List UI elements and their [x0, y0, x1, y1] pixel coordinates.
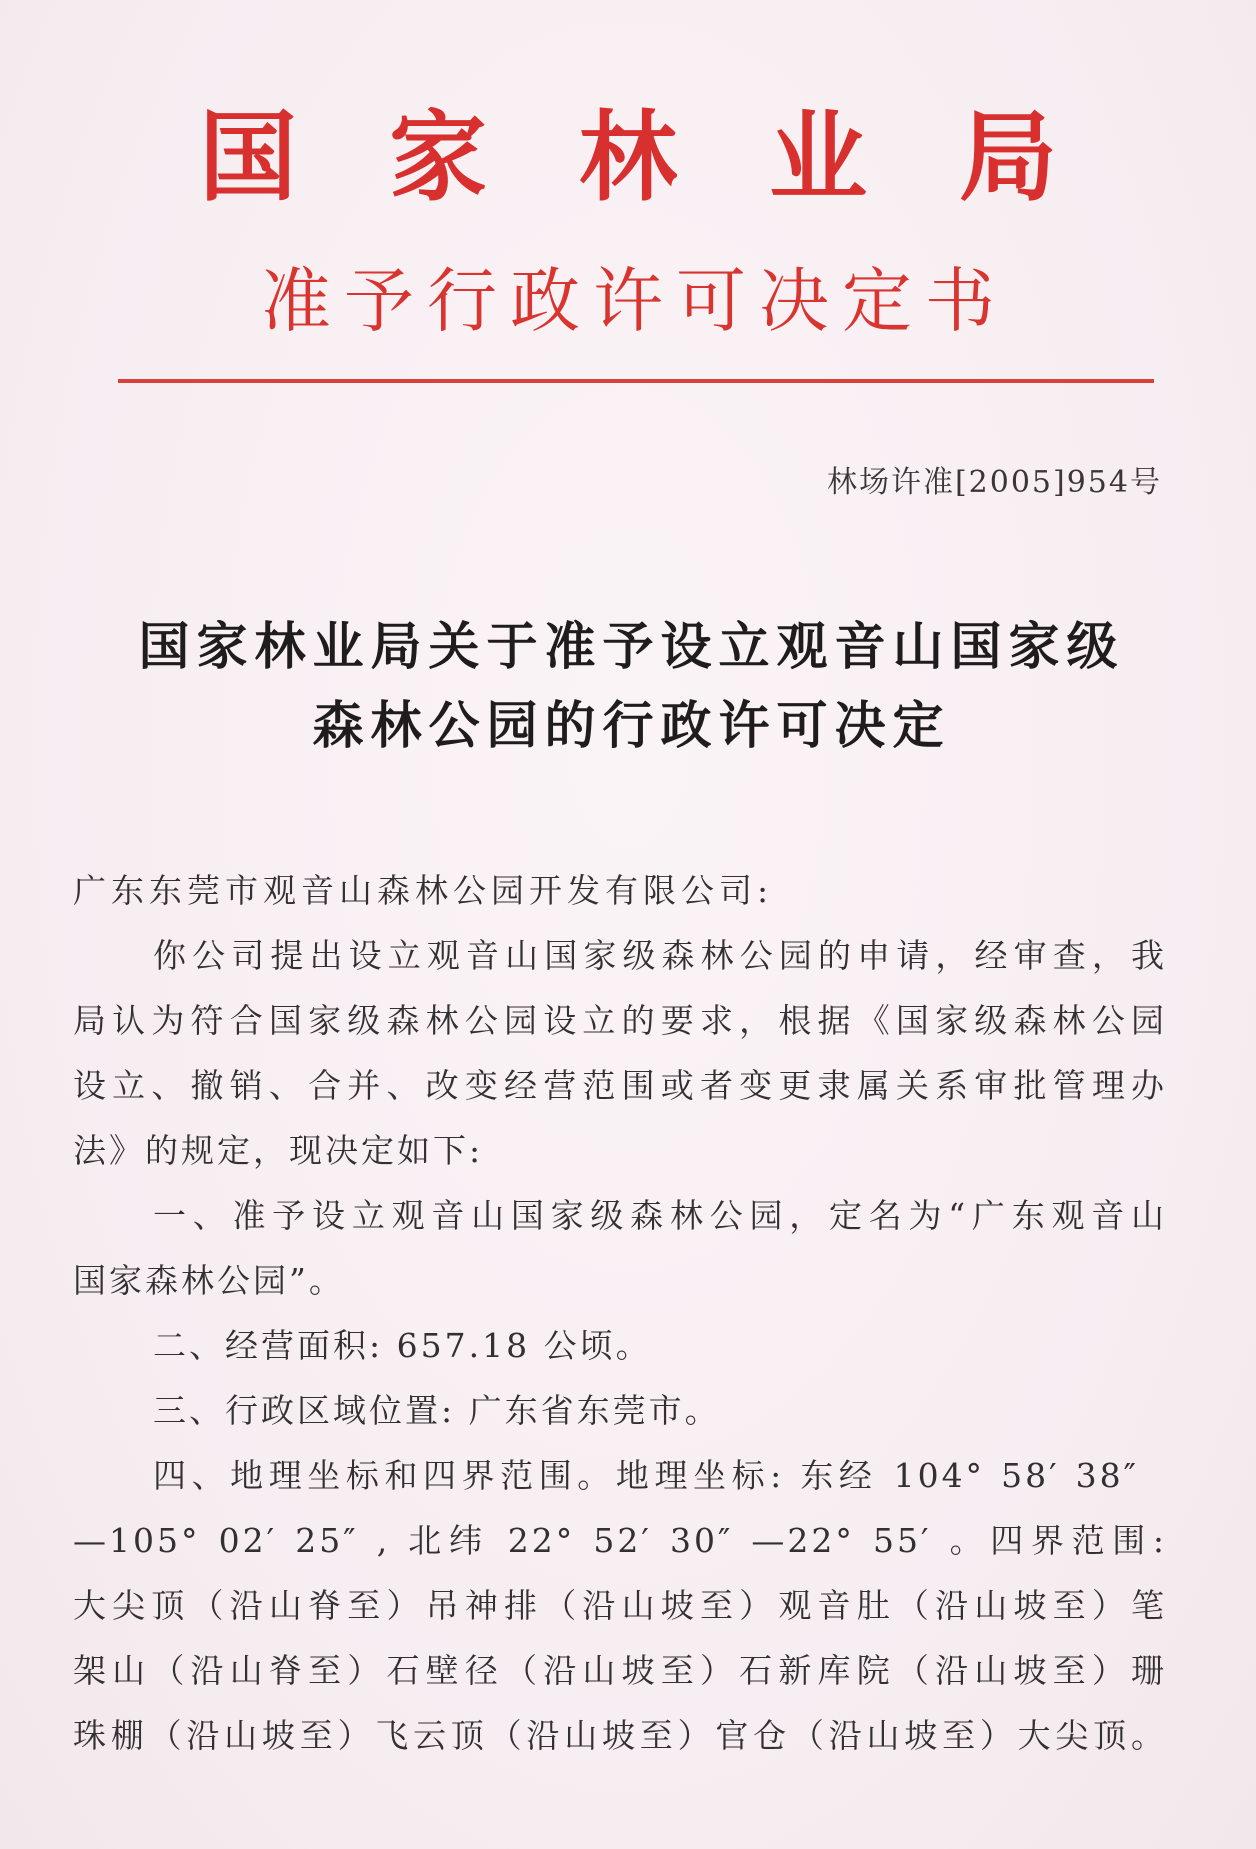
body-line: 三、行政区域位置: 广东省东莞市。: [153, 1391, 721, 1430]
document-number: 林场许准[2005]954号: [826, 465, 1162, 500]
body-line: 法》的规定，现决定如下:: [73, 1131, 484, 1170]
document-title: [0, 608, 1256, 766]
title-line-2: 森林公园的行政许可决定: [312, 696, 951, 756]
agency-name-header: 国家林业局: [198, 101, 1149, 215]
body-line: 二、经营面积: 657.18 公顷。: [153, 1326, 652, 1365]
body-line: 你公司提出设立观音山国家级森林公园的申请，经审查，我: [153, 936, 1167, 975]
title-line-1: 国家林业局关于准予设立观音山国家级: [138, 617, 1125, 677]
red-header-rule: [118, 379, 1154, 383]
document-type-header: 准予行政许可决定书: [261, 260, 1008, 342]
document-body: [73, 858, 1167, 1768]
body-line: 四、地理坐标和四界范围。地理坐标: 东经 104° 58′ 38″: [153, 1456, 1139, 1495]
body-line: 国家森林公园”。: [73, 1261, 345, 1300]
body-line: 一、准予设立观音山国家级森林公园，定名为“广东观音山: [153, 1196, 1167, 1235]
body-line: 设立、撤销、合并、改变经营范围或者变更隶属关系审批管理办: [73, 1066, 1167, 1105]
body-line: 大尖顶（沿山脊至）吊神排（沿山坡至）观音肚（沿山坡至）笔: [73, 1586, 1167, 1625]
addressee: 广东东莞市观音山森林公园开发有限公司:: [73, 871, 774, 910]
body-line: —105° 02′ 25″ , 北纬 22° 52′ 30″ —22° 55′ 。四界范围:: [73, 1521, 1167, 1560]
body-line: 局认为符合国家级森林公园设立的要求，根据《国家级森林公园: [73, 1001, 1167, 1040]
body-line: 珠棚（沿山坡至）飞云顶（沿山坡至）官仓（沿山坡至）大尖顶。: [73, 1716, 1167, 1755]
body-line: 架山（沿山脊至）石壁径（沿山坡至）石新库院（沿山坡至）珊: [73, 1651, 1167, 1690]
